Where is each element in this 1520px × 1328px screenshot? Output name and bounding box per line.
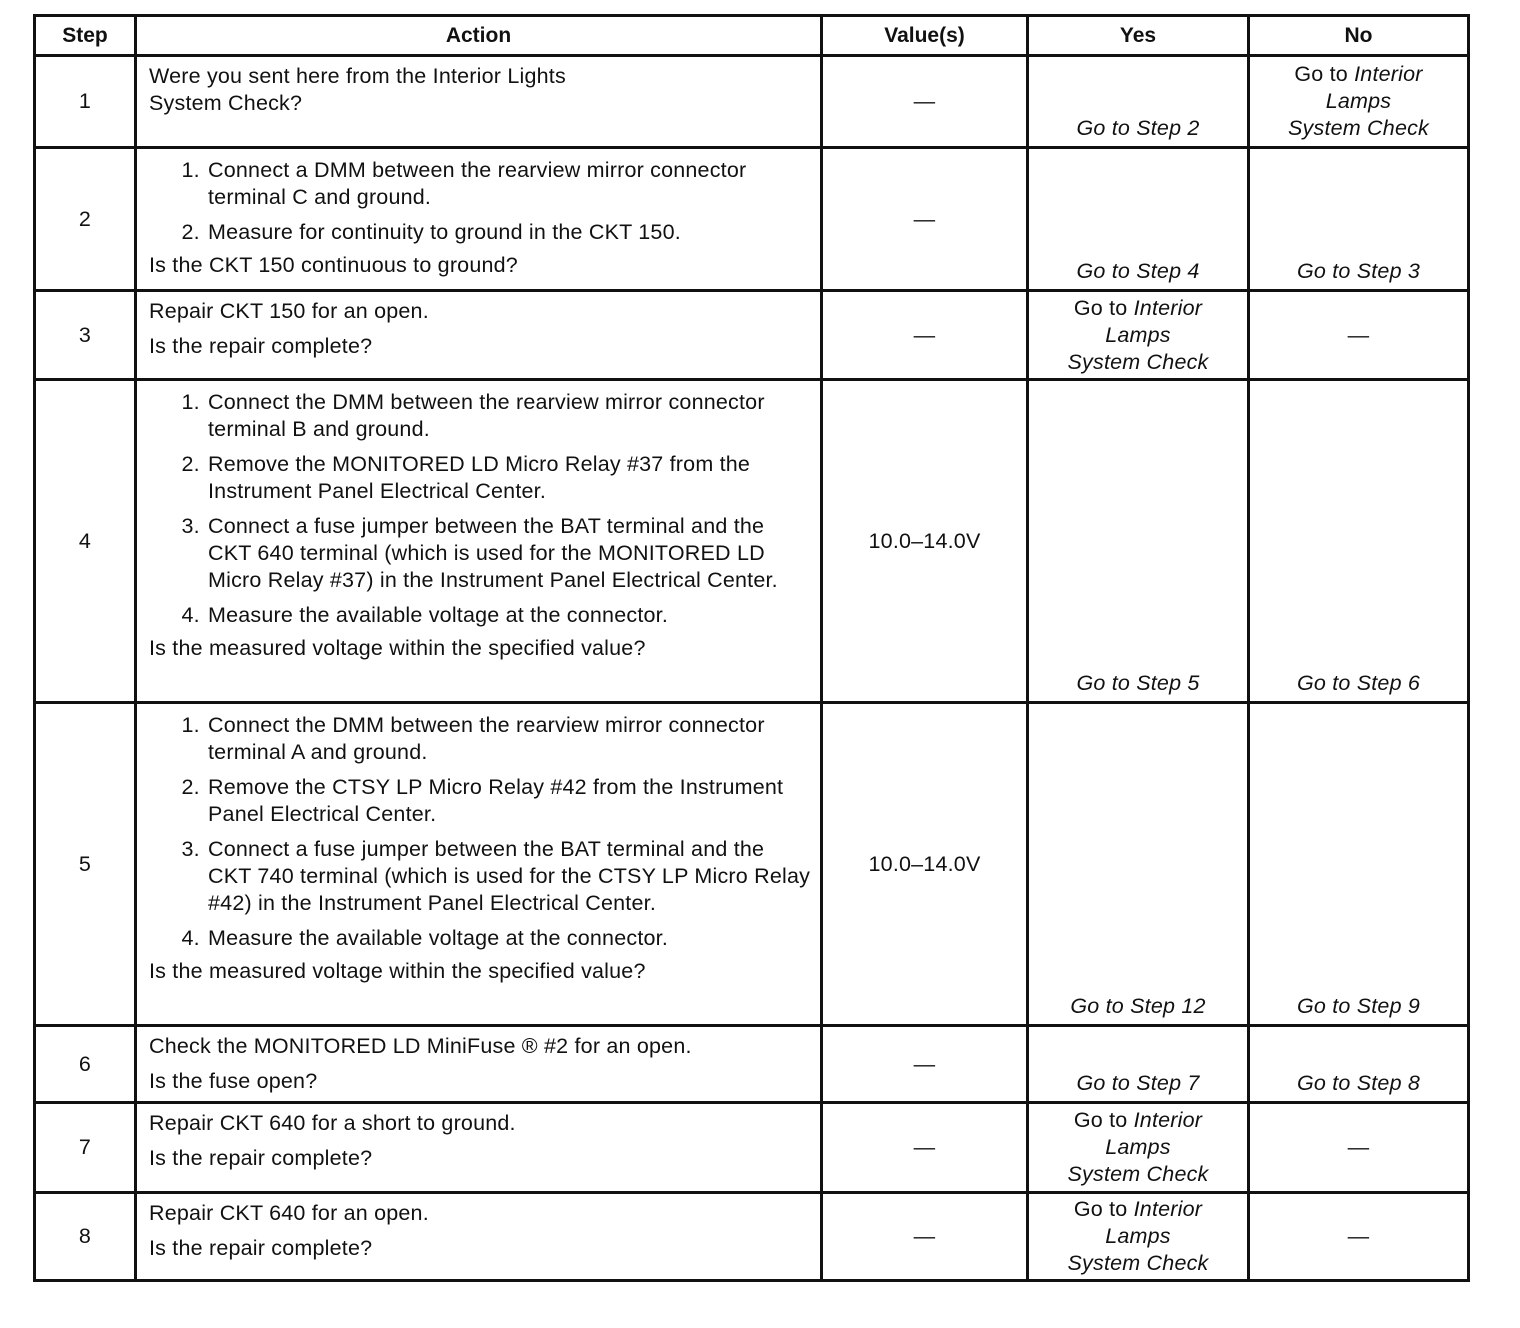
yes-link: System Check	[1067, 1251, 1209, 1275]
diagnostic-table	[33, 14, 1470, 1282]
yes-link: Lamps	[1105, 1224, 1171, 1248]
action-text: Were you sent here from the Interior Lights	[149, 64, 566, 88]
no-cell	[1249, 703, 1469, 1026]
step-number: 5	[35, 703, 136, 1026]
yes-link: Lamps	[1105, 1135, 1171, 1159]
no-link: Go to Step 3	[1296, 259, 1421, 283]
table-row-step-4	[35, 380, 1469, 703]
no-link: Lamps	[1325, 89, 1392, 113]
action-cell	[136, 148, 822, 291]
yes-link: Go to Step 12	[1070, 994, 1206, 1018]
value-cell: 10.0–14.0V	[822, 703, 1028, 1026]
action-question: Is the fuse open?	[149, 1069, 318, 1093]
action-cell	[136, 291, 822, 380]
action-step: 3. Connect a fuse jumper between the BAT terminal and the CKT 740 terminal (which is used for the CTSY LP Micro Relay #42) in the Instrument Panel Electrical Center.	[206, 836, 812, 917]
action-text: System Check?	[149, 91, 303, 115]
table-row-step-1	[35, 56, 1469, 148]
yes-cell	[1028, 380, 1249, 703]
yes-cell	[1028, 1103, 1249, 1193]
step-number: 1	[35, 56, 136, 148]
action-step: 1. Connect the DMM between the rearview mirror connector terminal B and ground.	[206, 389, 812, 443]
action-cell	[136, 703, 822, 1026]
action-text: Repair CKT 150 for an open.	[149, 299, 429, 323]
step-number: 7	[35, 1103, 136, 1193]
header-value: Value(s)	[822, 16, 1028, 56]
go-to-prefix: Go to	[1073, 1197, 1128, 1221]
value-cell: 10.0–14.0V	[822, 380, 1028, 703]
table-row-step-8	[35, 1193, 1469, 1281]
step-number: 4	[35, 380, 136, 703]
action-step: 2. Measure for continuity to ground in the CKT 150.	[206, 219, 812, 246]
value-cell: —	[822, 148, 1028, 291]
no-link: Interior	[1354, 62, 1423, 86]
action-question: Is the measured voltage within the specified value?	[149, 959, 646, 983]
yes-link: Interior	[1133, 1108, 1203, 1132]
yes-cell	[1028, 148, 1249, 291]
action-step: 2. Remove the MONITORED LD Micro Relay #37 from the Instrument Panel Electrical Center.	[206, 451, 812, 505]
value-cell: —	[822, 1193, 1028, 1281]
header-yes: Yes	[1028, 16, 1249, 56]
value-cell: —	[822, 1103, 1028, 1193]
yes-link: Lamps	[1105, 322, 1171, 347]
no-cell	[1249, 380, 1469, 703]
yes-link: Go to Step 4	[1076, 259, 1200, 283]
header-step: Step	[35, 16, 136, 56]
header-no: No	[1249, 16, 1469, 56]
action-step: 4. Measure the available voltage at the connector.	[206, 602, 812, 629]
value-cell: —	[822, 291, 1028, 380]
table-row-step-6	[35, 1026, 1469, 1103]
action-steps-list	[149, 712, 812, 952]
no-link: Go to Step 9	[1296, 994, 1421, 1018]
yes-cell	[1028, 1026, 1249, 1103]
action-cell	[136, 1026, 822, 1103]
no-cell	[1249, 1026, 1469, 1103]
action-step: 4. Measure the available voltage at the connector.	[206, 925, 812, 952]
yes-cell	[1028, 703, 1249, 1026]
go-to-prefix: Go to	[1073, 1108, 1128, 1132]
yes-cell	[1028, 56, 1249, 148]
value-cell: —	[822, 56, 1028, 148]
action-question: Is the repair complete?	[149, 1236, 373, 1260]
action-question: Is the measured voltage within the specified value?	[149, 636, 646, 660]
yes-link: Go to Step 5	[1076, 671, 1200, 695]
action-cell	[136, 56, 822, 148]
action-cell	[136, 1193, 822, 1281]
action-text: Check the MONITORED LD MiniFuse ® #2 for an open.	[149, 1034, 692, 1058]
step-number: 3	[35, 291, 136, 380]
step-number: 8	[35, 1193, 136, 1281]
table-row-step-3	[35, 291, 1469, 380]
yes-link: Go to Step 7	[1076, 1071, 1200, 1095]
action-step: 3. Connect a fuse jumper between the BAT terminal and the CKT 640 terminal (which is used for the MONITORED LD Micro Relay #37) in the Instrument Panel Electrical Center.	[206, 513, 812, 594]
action-step: 2. Remove the CTSY LP Micro Relay #42 from the Instrument Panel Electrical Center.	[206, 774, 812, 828]
table-row-step-2	[35, 148, 1469, 291]
no-cell: —	[1249, 291, 1469, 380]
no-link: Go to Step 8	[1296, 1071, 1421, 1095]
header-action: Action	[136, 16, 822, 56]
action-step: 1. Connect a DMM between the rearview mirror connector terminal C and ground.	[206, 157, 812, 211]
action-question: Is the repair complete?	[149, 1146, 373, 1170]
no-cell	[1249, 148, 1469, 291]
action-steps-list	[149, 389, 812, 629]
action-text: Repair CKT 640 for an open.	[149, 1201, 429, 1225]
table-row-step-5	[35, 703, 1469, 1026]
table-row-step-7	[35, 1103, 1469, 1193]
action-steps-list	[149, 157, 812, 246]
value-cell: —	[822, 1026, 1028, 1103]
yes-link: Go to Step 2	[1076, 116, 1200, 140]
action-question: Is the CKT 150 continuous to ground?	[149, 253, 518, 277]
step-number: 2	[35, 148, 136, 291]
no-link: Go to Step 6	[1296, 671, 1421, 695]
action-text: Repair CKT 640 for a short to ground.	[149, 1111, 516, 1135]
yes-cell	[1028, 1193, 1249, 1281]
step-number: 6	[35, 1026, 136, 1103]
yes-link: Interior	[1133, 1197, 1203, 1221]
no-cell	[1249, 56, 1469, 148]
go-to-prefix: Go to	[1073, 295, 1128, 320]
action-question: Is the repair complete?	[149, 334, 373, 358]
header-row	[35, 16, 1469, 56]
yes-cell	[1028, 291, 1249, 380]
go-to-prefix: Go to	[1294, 62, 1348, 86]
yes-link: System Check	[1067, 1162, 1209, 1186]
no-cell: —	[1249, 1193, 1469, 1281]
no-link: System Check	[1288, 116, 1429, 140]
action-cell	[136, 380, 822, 703]
yes-link: Interior	[1133, 295, 1203, 320]
action-step: 1. Connect the DMM between the rearview mirror connector terminal A and ground.	[206, 712, 812, 766]
yes-link: System Check	[1067, 349, 1209, 374]
no-cell: —	[1249, 1103, 1469, 1193]
action-cell	[136, 1103, 822, 1193]
